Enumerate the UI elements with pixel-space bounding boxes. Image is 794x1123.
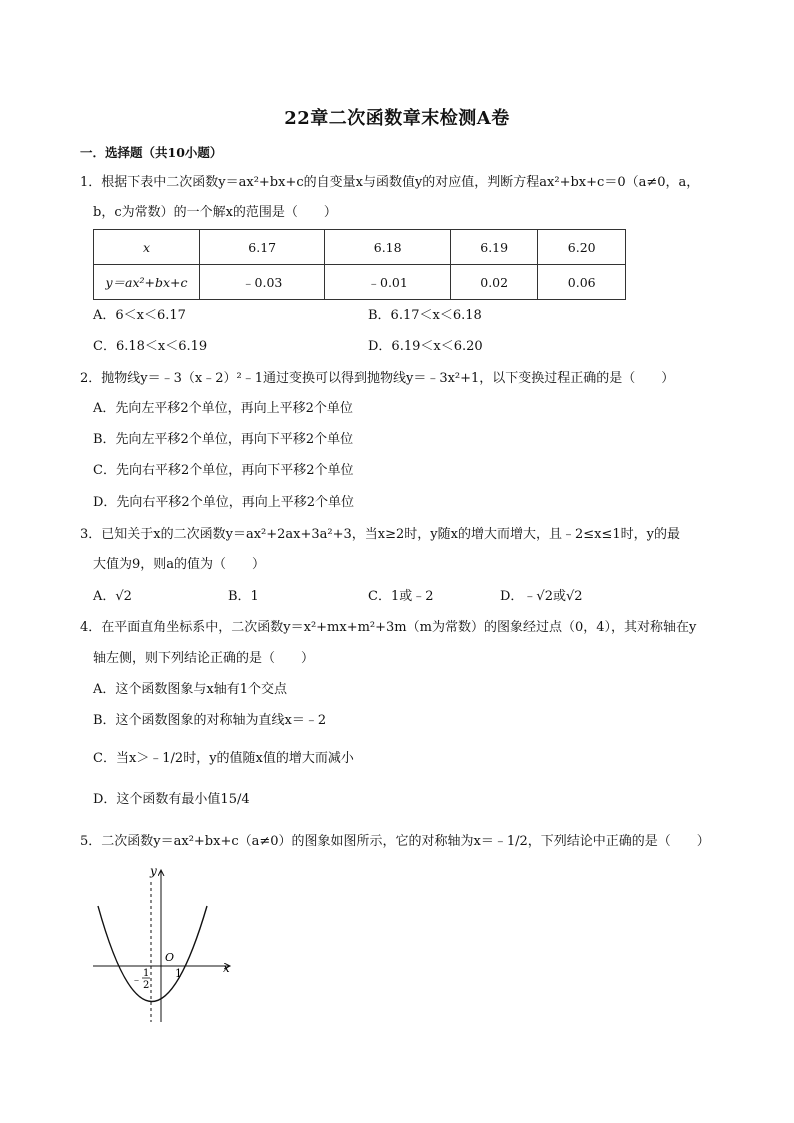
q4-stem-line2: 轴左侧，则下列结论正确的是（ ） [93, 651, 315, 666]
q3-option-d: D．﹣√2或√2 [500, 589, 583, 604]
table-cell: 0.02 [450, 265, 538, 300]
x-axis-label: x [223, 961, 230, 975]
q1-option-a: A．6＜x＜6.17 [93, 308, 186, 323]
table-cell: x [94, 230, 200, 265]
q4-option-b: B．这个函数图象的对称轴为直线x＝﹣2 [93, 713, 327, 728]
parabola-curve [98, 906, 207, 1002]
tick-label-half-den: 2 [143, 980, 150, 991]
q3-option-c: C．1或﹣2 [368, 589, 434, 604]
q2-option-a: A．先向左平移2个单位，再向上平移2个单位 [93, 401, 353, 416]
q4-option-c: C．当x＞﹣1/2时，y的值随x值的增大而减小 [93, 751, 354, 766]
q2-stem: 2．抛物线y＝﹣3（x﹣2）²﹣1通过变换可以得到抛物线y＝﹣3x²+1，以下变换过程正确的是（ ） [80, 371, 675, 386]
q1-stem-line1: 1．根据下表中二次函数y＝ax²+bx+c的自变量x与函数值y的对应值，判断方程ax²+bx+c＝0（a≠0，a， [80, 175, 700, 190]
q2-option-c: C．先向右平移2个单位，再向下平移2个单位 [93, 463, 354, 478]
table-row [94, 265, 626, 300]
q1-stem-line2: b，c为常数）的一个解x的范围是（ ） [93, 205, 337, 220]
tick-label-neg: ﹣ [131, 973, 142, 986]
tick-label-half-num: 1 [143, 968, 150, 979]
origin-label: O [165, 951, 175, 964]
table-row [94, 230, 626, 265]
q2-option-d: D．先向右平移2个单位，再向上平移2个单位 [93, 495, 354, 510]
y-axis-label: y [150, 864, 157, 878]
q1-option-b: B．6.17＜x＜6.18 [368, 308, 482, 323]
q3-option-a: A．√2 [93, 589, 132, 604]
q1-option-d: D．6.19＜x＜6.20 [368, 339, 483, 354]
q3-option-b: B．1 [228, 589, 259, 604]
table-cell: 6.19 [450, 230, 538, 265]
q5-stem: 5．二次函数y＝ax²+bx+c（a≠0）的图象如图所示，它的对称轴为x＝﹣1/2，下列结论中正确的是（ ） [80, 834, 710, 849]
table-cell: ﹣0.01 [325, 265, 450, 300]
tick-label-1: 1 [175, 967, 182, 980]
table-cell: 6.20 [538, 230, 626, 265]
q4-option-a: A．这个函数图象与x轴有1个交点 [93, 682, 287, 697]
page-title: 22章二次函数章末检测A卷 [284, 108, 510, 129]
q4-stem-line1: 4．在平面直角坐标系中，二次函数y＝x²+mx+m²+3m（m为常数）的图象经过点（0，4），其对称轴在y [80, 620, 697, 635]
q3-stem-line1: 3．已知关于x的二次函数y＝ax²+2ax+3a²+3，当x≥2时，y随x的增大而增大，且﹣2≤x≤1时，y的最 [80, 527, 680, 542]
q3-stem-line2: 大值为9，则a的值为（ ） [93, 557, 266, 572]
q2-option-b: B．先向左平移2个单位，再向下平移2个单位 [93, 432, 354, 447]
section-heading: 一．选择题（共10小题） [80, 145, 223, 160]
q4-option-d: D．这个函数有最小值15/4 [93, 792, 250, 807]
table-cell: 6.18 [325, 230, 450, 265]
parabola-graph [88, 862, 238, 1027]
table-cell: ﹣0.03 [200, 265, 325, 300]
q1-option-c: C．6.18＜x＜6.19 [93, 339, 208, 354]
value-table [93, 229, 626, 300]
table-cell: 6.17 [200, 230, 325, 265]
table-cell: y＝ax²+bx+c [94, 265, 200, 300]
table-cell: 0.06 [538, 265, 626, 300]
